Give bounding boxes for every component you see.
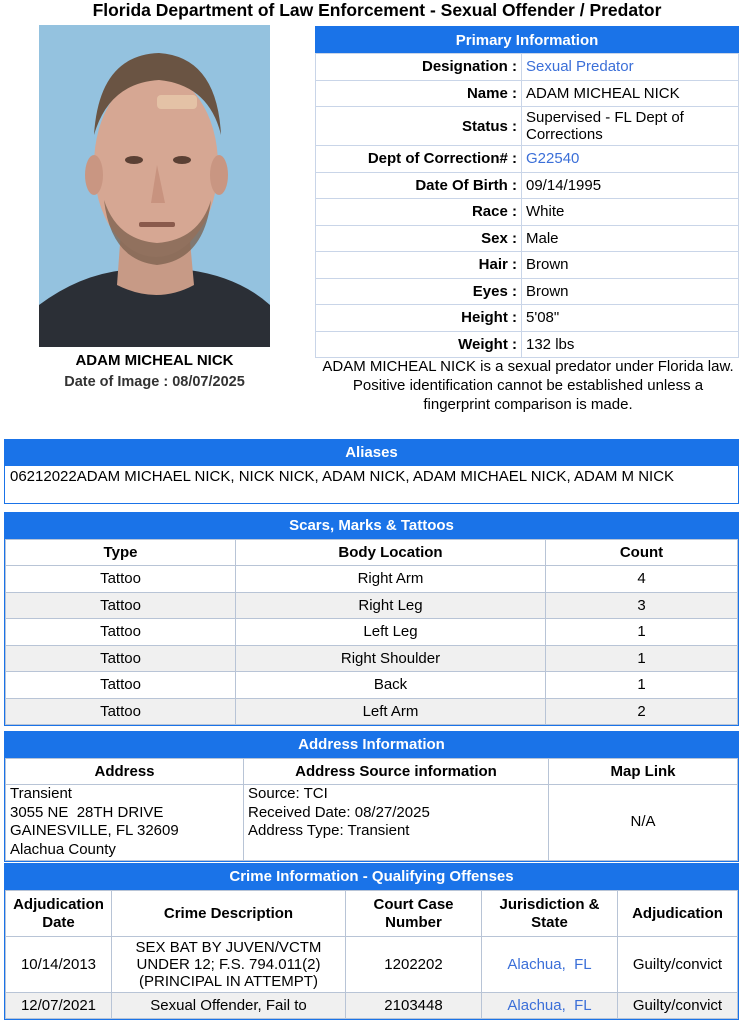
primary-row: [316, 199, 739, 226]
aliases-section: [4, 439, 739, 504]
scars-marks-tattoos-section: [4, 512, 739, 726]
smt-cell: Tattoo: [6, 619, 236, 646]
smt-table: [5, 539, 738, 725]
smt-cell: Tattoo: [6, 672, 236, 699]
jurisdiction-link[interactable]: Alachua, FL: [482, 993, 618, 1019]
primary-value[interactable]: G22540: [522, 146, 739, 173]
primary-label: Weight :: [316, 331, 522, 358]
crime-column-header: Adjudication Date: [6, 891, 112, 937]
smt-cell: 4: [546, 566, 738, 593]
address-row: [6, 785, 738, 861]
adjudication-date: 12/07/2021: [6, 993, 112, 1019]
primary-row: [316, 107, 739, 146]
address-source-cell: [244, 785, 549, 861]
address-column-header: Address Source information: [244, 759, 549, 785]
smt-cell: Tattoo: [6, 698, 236, 725]
primary-label: Status :: [316, 107, 522, 146]
smt-cell: Right Shoulder: [236, 645, 546, 672]
image-date-label: Date of Image :: [64, 374, 173, 390]
smt-column-header: Type: [6, 540, 236, 566]
address-line: Alachua County: [10, 840, 116, 858]
source-line: Received Date: 08/27/2025: [248, 803, 430, 821]
address-section: [4, 731, 739, 862]
adjudication-date: 10/14/2013: [6, 937, 112, 993]
address-line: 3055 NE 28TH DRIVE: [10, 803, 164, 821]
smt-cell: Left Leg: [236, 619, 546, 646]
primary-label: Eyes :: [316, 278, 522, 305]
smt-cell: 2: [546, 698, 738, 725]
adjudication: Guilty/convict: [618, 993, 738, 1019]
table-row: [6, 993, 738, 1019]
primary-label: Height :: [316, 305, 522, 332]
smt-cell: 3: [546, 592, 738, 619]
smt-cell: Tattoo: [6, 566, 236, 593]
crime-description: Sexual Offender, Fail to: [112, 993, 346, 1019]
address-column-header: Map Link: [549, 759, 738, 785]
aliases-text: 06212022ADAM MICHAEL NICK, NICK NICK, ADAM NICK, ADAM MICHAEL NICK, ADAM M NICK: [10, 468, 675, 485]
offender-name-caption: ADAM MICHEAL NICK: [75, 352, 234, 369]
primary-row: [316, 278, 739, 305]
crime-description: SEX BAT BY JUVEN/VCTM UNDER 12; F.S. 794.011(2) (PRINCIPAL IN ATTEMPT): [112, 937, 346, 993]
primary-value: 09/14/1995: [522, 172, 739, 199]
table-row: [6, 937, 738, 993]
primary-value: Supervised - FL Dept of Corrections: [522, 107, 739, 146]
table-row: [6, 645, 738, 672]
primary-value: 5'08": [522, 305, 739, 332]
image-date: [39, 374, 270, 390]
address-header: Address Information: [5, 732, 738, 758]
jurisdiction-link[interactable]: Alachua, FL: [482, 937, 618, 993]
primary-value: Brown: [522, 252, 739, 279]
primary-row: [316, 252, 739, 279]
table-row: [6, 619, 738, 646]
table-row: [6, 566, 738, 593]
page-title: Florida Department of Law Enforcement - Sexual Offender / Predator: [92, 0, 662, 20]
primary-label: Dept of Correction# :: [316, 146, 522, 173]
crime-information-section: [4, 863, 739, 1020]
crime-header: Crime Information - Qualifying Offenses: [5, 864, 738, 890]
primary-label: Date Of Birth :: [316, 172, 522, 199]
identification-notice: ADAM MICHEAL NICK is a sexual predator under Florida law. Positive identification cannot be established unless a fingerprint comparison is made.: [322, 358, 734, 413]
primary-row: [316, 331, 739, 358]
primary-row: [316, 225, 739, 252]
address-column-header: Address: [6, 759, 244, 785]
crime-column-header: Court Case Number: [346, 891, 482, 937]
source-line: Address Type: Transient: [248, 822, 410, 839]
smt-cell: Left Arm: [236, 698, 546, 725]
court-case-number: 2103448: [346, 993, 482, 1019]
primary-row: [316, 172, 739, 199]
crime-table: [5, 890, 738, 1019]
primary-row: [316, 54, 739, 81]
primary-value[interactable]: Sexual Predator: [522, 54, 739, 81]
court-case-number: 1202202: [346, 937, 482, 993]
primary-information-table: [315, 26, 739, 358]
primary-information-header: Primary Information: [316, 27, 739, 54]
smt-column-header: Body Location: [236, 540, 546, 566]
crime-column-header: Crime Description: [112, 891, 346, 937]
primary-value: Brown: [522, 278, 739, 305]
source-line: Source: TCI: [248, 785, 328, 802]
crime-column-header: Adjudication: [618, 891, 738, 937]
primary-label: Hair :: [316, 252, 522, 279]
smt-cell: Back: [236, 672, 546, 699]
primary-row: [316, 305, 739, 332]
smt-column-header: Count: [546, 540, 738, 566]
primary-value: White: [522, 199, 739, 226]
table-row: [6, 592, 738, 619]
primary-label: Race :: [316, 199, 522, 226]
smt-cell: Right Arm: [236, 566, 546, 593]
image-date-value: 08/07/2025: [172, 374, 245, 390]
primary-value: 132 lbs: [522, 331, 739, 358]
smt-header: Scars, Marks & Tattoos: [5, 513, 738, 539]
primary-row: [316, 146, 739, 173]
address-line: Transient: [10, 785, 72, 802]
map-link-cell: N/A: [549, 785, 738, 861]
table-row: [6, 672, 738, 699]
aliases-header: Aliases: [5, 440, 738, 466]
primary-label: Designation :: [316, 54, 522, 81]
primary-row: [316, 80, 739, 107]
address-line: GAINESVILLE, FL 32609: [10, 822, 179, 839]
primary-value: Male: [522, 225, 739, 252]
smt-cell: 1: [546, 619, 738, 646]
adjudication: Guilty/convict: [618, 937, 738, 993]
crime-column-header: Jurisdiction & State: [482, 891, 618, 937]
primary-value: ADAM MICHEAL NICK: [522, 80, 739, 107]
smt-cell: 1: [546, 672, 738, 699]
smt-cell: 1: [546, 645, 738, 672]
smt-cell: Tattoo: [6, 592, 236, 619]
address-table: [5, 758, 738, 861]
offender-photo: [39, 25, 270, 347]
table-row: [6, 698, 738, 725]
address-cell: [6, 785, 244, 861]
smt-cell: Tattoo: [6, 645, 236, 672]
primary-label: Sex :: [316, 225, 522, 252]
primary-label: Name :: [316, 80, 522, 107]
smt-cell: Right Leg: [236, 592, 546, 619]
